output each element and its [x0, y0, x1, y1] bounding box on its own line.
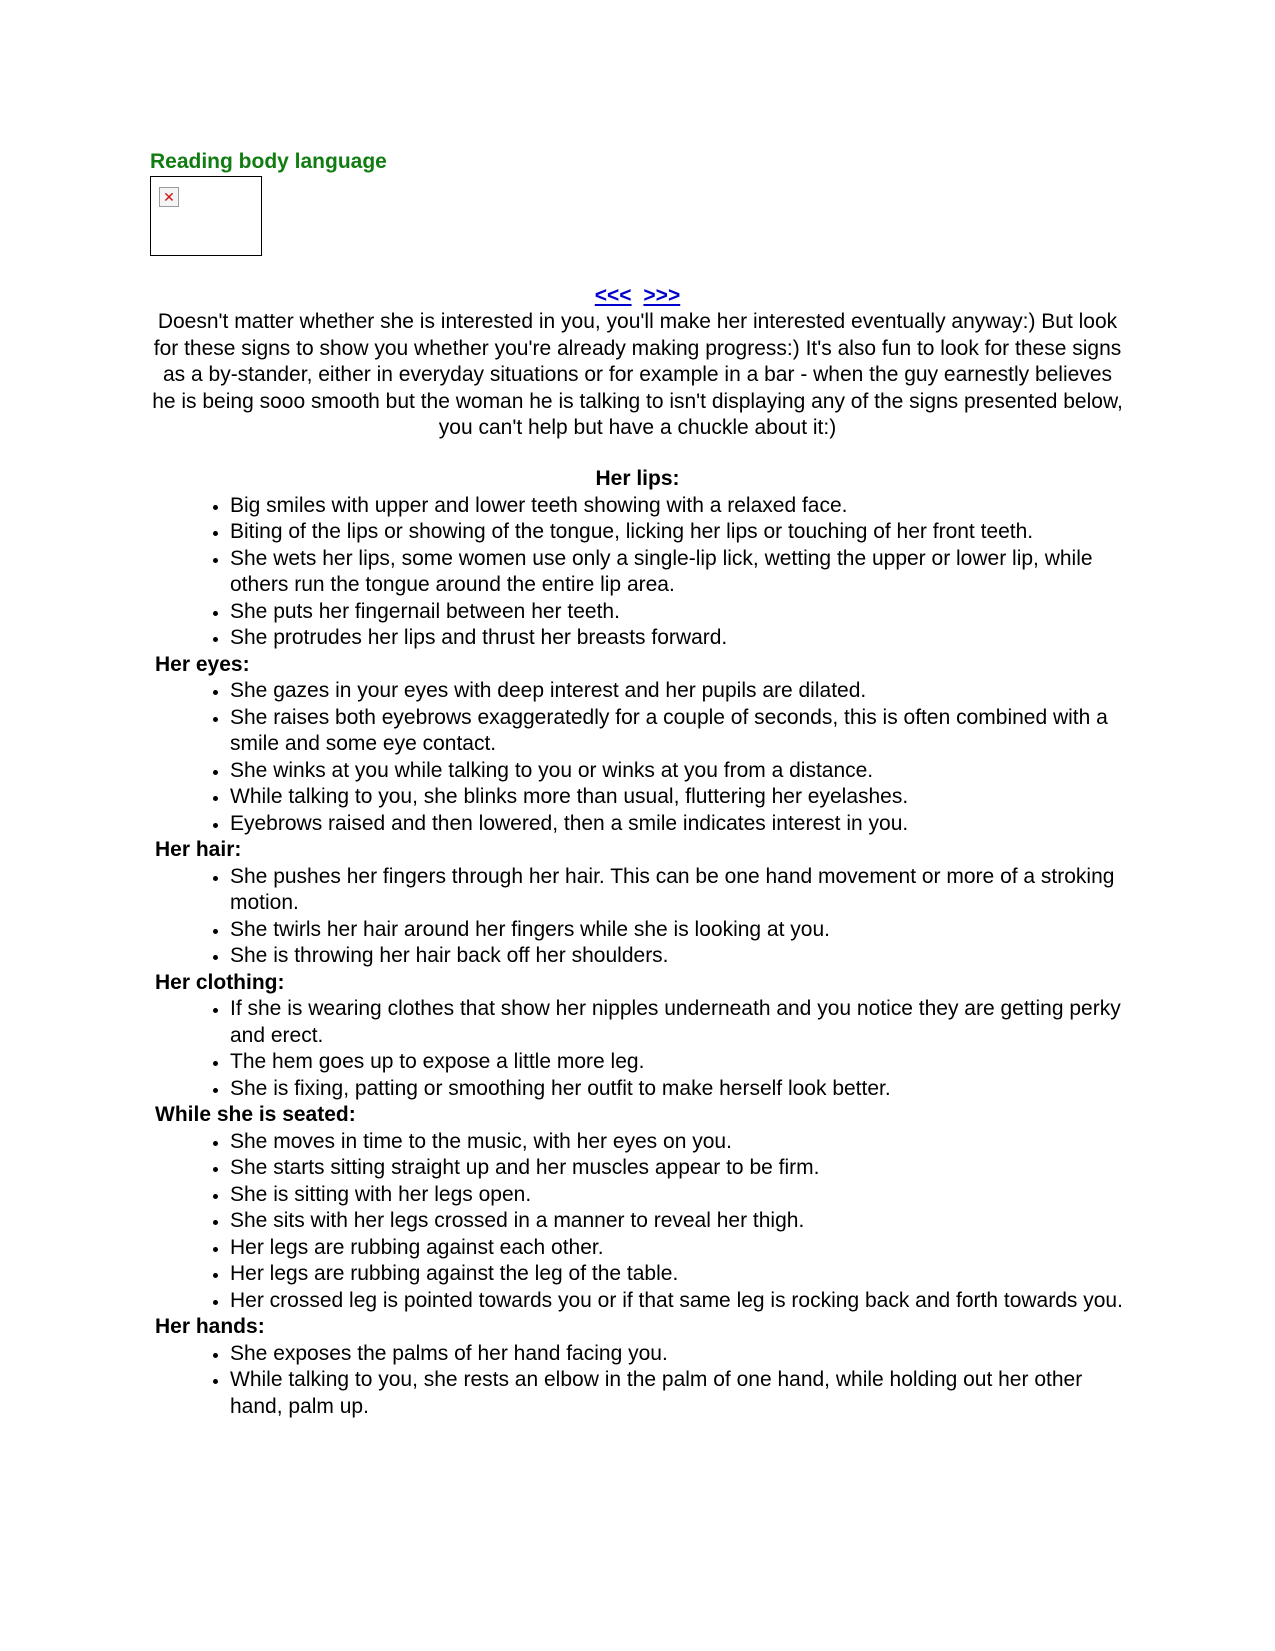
list-item: • Her legs are rubbing against each other.	[230, 1235, 1125, 1262]
list-item: • Big smiles with upper and lower teeth showing with a relaxed face.	[230, 493, 1125, 520]
list-item: • She is fixing, patting or smoothing her outfit to make herself look better.	[230, 1076, 1125, 1103]
section-heading-hair: Her hair:	[155, 838, 242, 861]
intro-paragraph: Doesn't matter whether she is interested in you, you'll make her interested eventually anyway:) But look for these signs to show you whether you're already making progress:) It's also fun to look for these signs as a by-stander, either in everyday situations or for example in a bar - when the guy earnestly believes he is being sooo smooth but the woman he is talking to isn't displaying any of the signs presented below, you can't help but have a chuckle about it:)	[152, 310, 1123, 439]
list-item: • She winks at you while talking to you or winks at you from a distance.	[230, 758, 1125, 785]
seated-list	[155, 1129, 1125, 1315]
next-page-link[interactable]: >>>	[643, 284, 681, 307]
clothing-list	[155, 996, 1125, 1102]
list-item: • She gazes in your eyes with deep interest and her pupils are dilated.	[230, 678, 1125, 705]
list-item: • While talking to you, she rests an elbow in the palm of one hand, while holding out her other hand, palm up.	[230, 1367, 1125, 1420]
list-item: • She twirls her hair around her fingers while she is looking at you.	[230, 917, 1125, 944]
list-item: • She is sitting with her legs open.	[230, 1182, 1125, 1209]
list-item: • She wets her lips, some women use only a single-lip lick, wetting the upper or lower lip, while others run the tongue around the entire lip area.	[230, 546, 1125, 599]
list-item: • She sits with her legs crossed in a manner to reveal her thigh.	[230, 1208, 1125, 1235]
hair-list	[155, 864, 1125, 970]
eyes-list	[155, 678, 1125, 837]
list-item: • Her legs are rubbing against the leg of the table.	[230, 1261, 1125, 1288]
section-heading-seated: While she is seated:	[155, 1103, 356, 1126]
list-item: • She protrudes her lips and thrust her breasts forward.	[230, 625, 1125, 652]
list-item: • Her crossed leg is pointed towards you or if that same leg is rocking back and forth towards you.	[230, 1288, 1125, 1315]
list-item: • She starts sitting straight up and her muscles appear to be firm.	[230, 1155, 1125, 1182]
section-heading-eyes: Her eyes:	[155, 652, 250, 676]
hands-list	[155, 1341, 1125, 1421]
list-item: • Biting of the lips or showing of the tongue, licking her lips or touching of her front teeth.	[230, 519, 1125, 546]
lips-list	[155, 493, 1125, 652]
previous-page-link[interactable]: <<<	[594, 284, 632, 307]
list-item: • While talking to you, she blinks more than usual, fluttering her eyelashes.	[230, 784, 1125, 811]
list-item: • She raises both eyebrows exaggeratedly for a couple of seconds, this is often combined with a smile and some eye contact.	[230, 705, 1125, 758]
page-title: Reading body language	[150, 150, 387, 173]
list-item: • The hem goes up to expose a little more leg.	[230, 1049, 1125, 1076]
page-navigation	[0, 283, 1275, 309]
list-item: • Eyebrows raised and then lowered, then a smile indicates interest in you.	[230, 811, 1125, 838]
list-item: • She moves in time to the music, with her eyes on you.	[230, 1129, 1125, 1156]
list-item: • She puts her fingernail between her teeth.	[230, 599, 1125, 626]
list-item: • She pushes her fingers through her hair. This can be one hand movement or more of a stroking motion.	[230, 864, 1125, 917]
section-heading-lips: Her lips:	[595, 467, 680, 490]
body-language-sections	[155, 466, 1125, 1420]
list-item: • If she is wearing clothes that show her nipples underneath and you notice they are getting perky and erect.	[230, 996, 1125, 1049]
section-heading-hands: Her hands:	[155, 1315, 265, 1338]
section-heading-clothing: Her clothing:	[155, 970, 285, 994]
broken-image-icon: ✕	[159, 187, 179, 207]
list-item: • She is throwing her hair back off her shoulders.	[230, 943, 1125, 970]
broken-image	[150, 176, 262, 256]
list-item: • She exposes the palms of her hand facing you.	[230, 1341, 1125, 1368]
